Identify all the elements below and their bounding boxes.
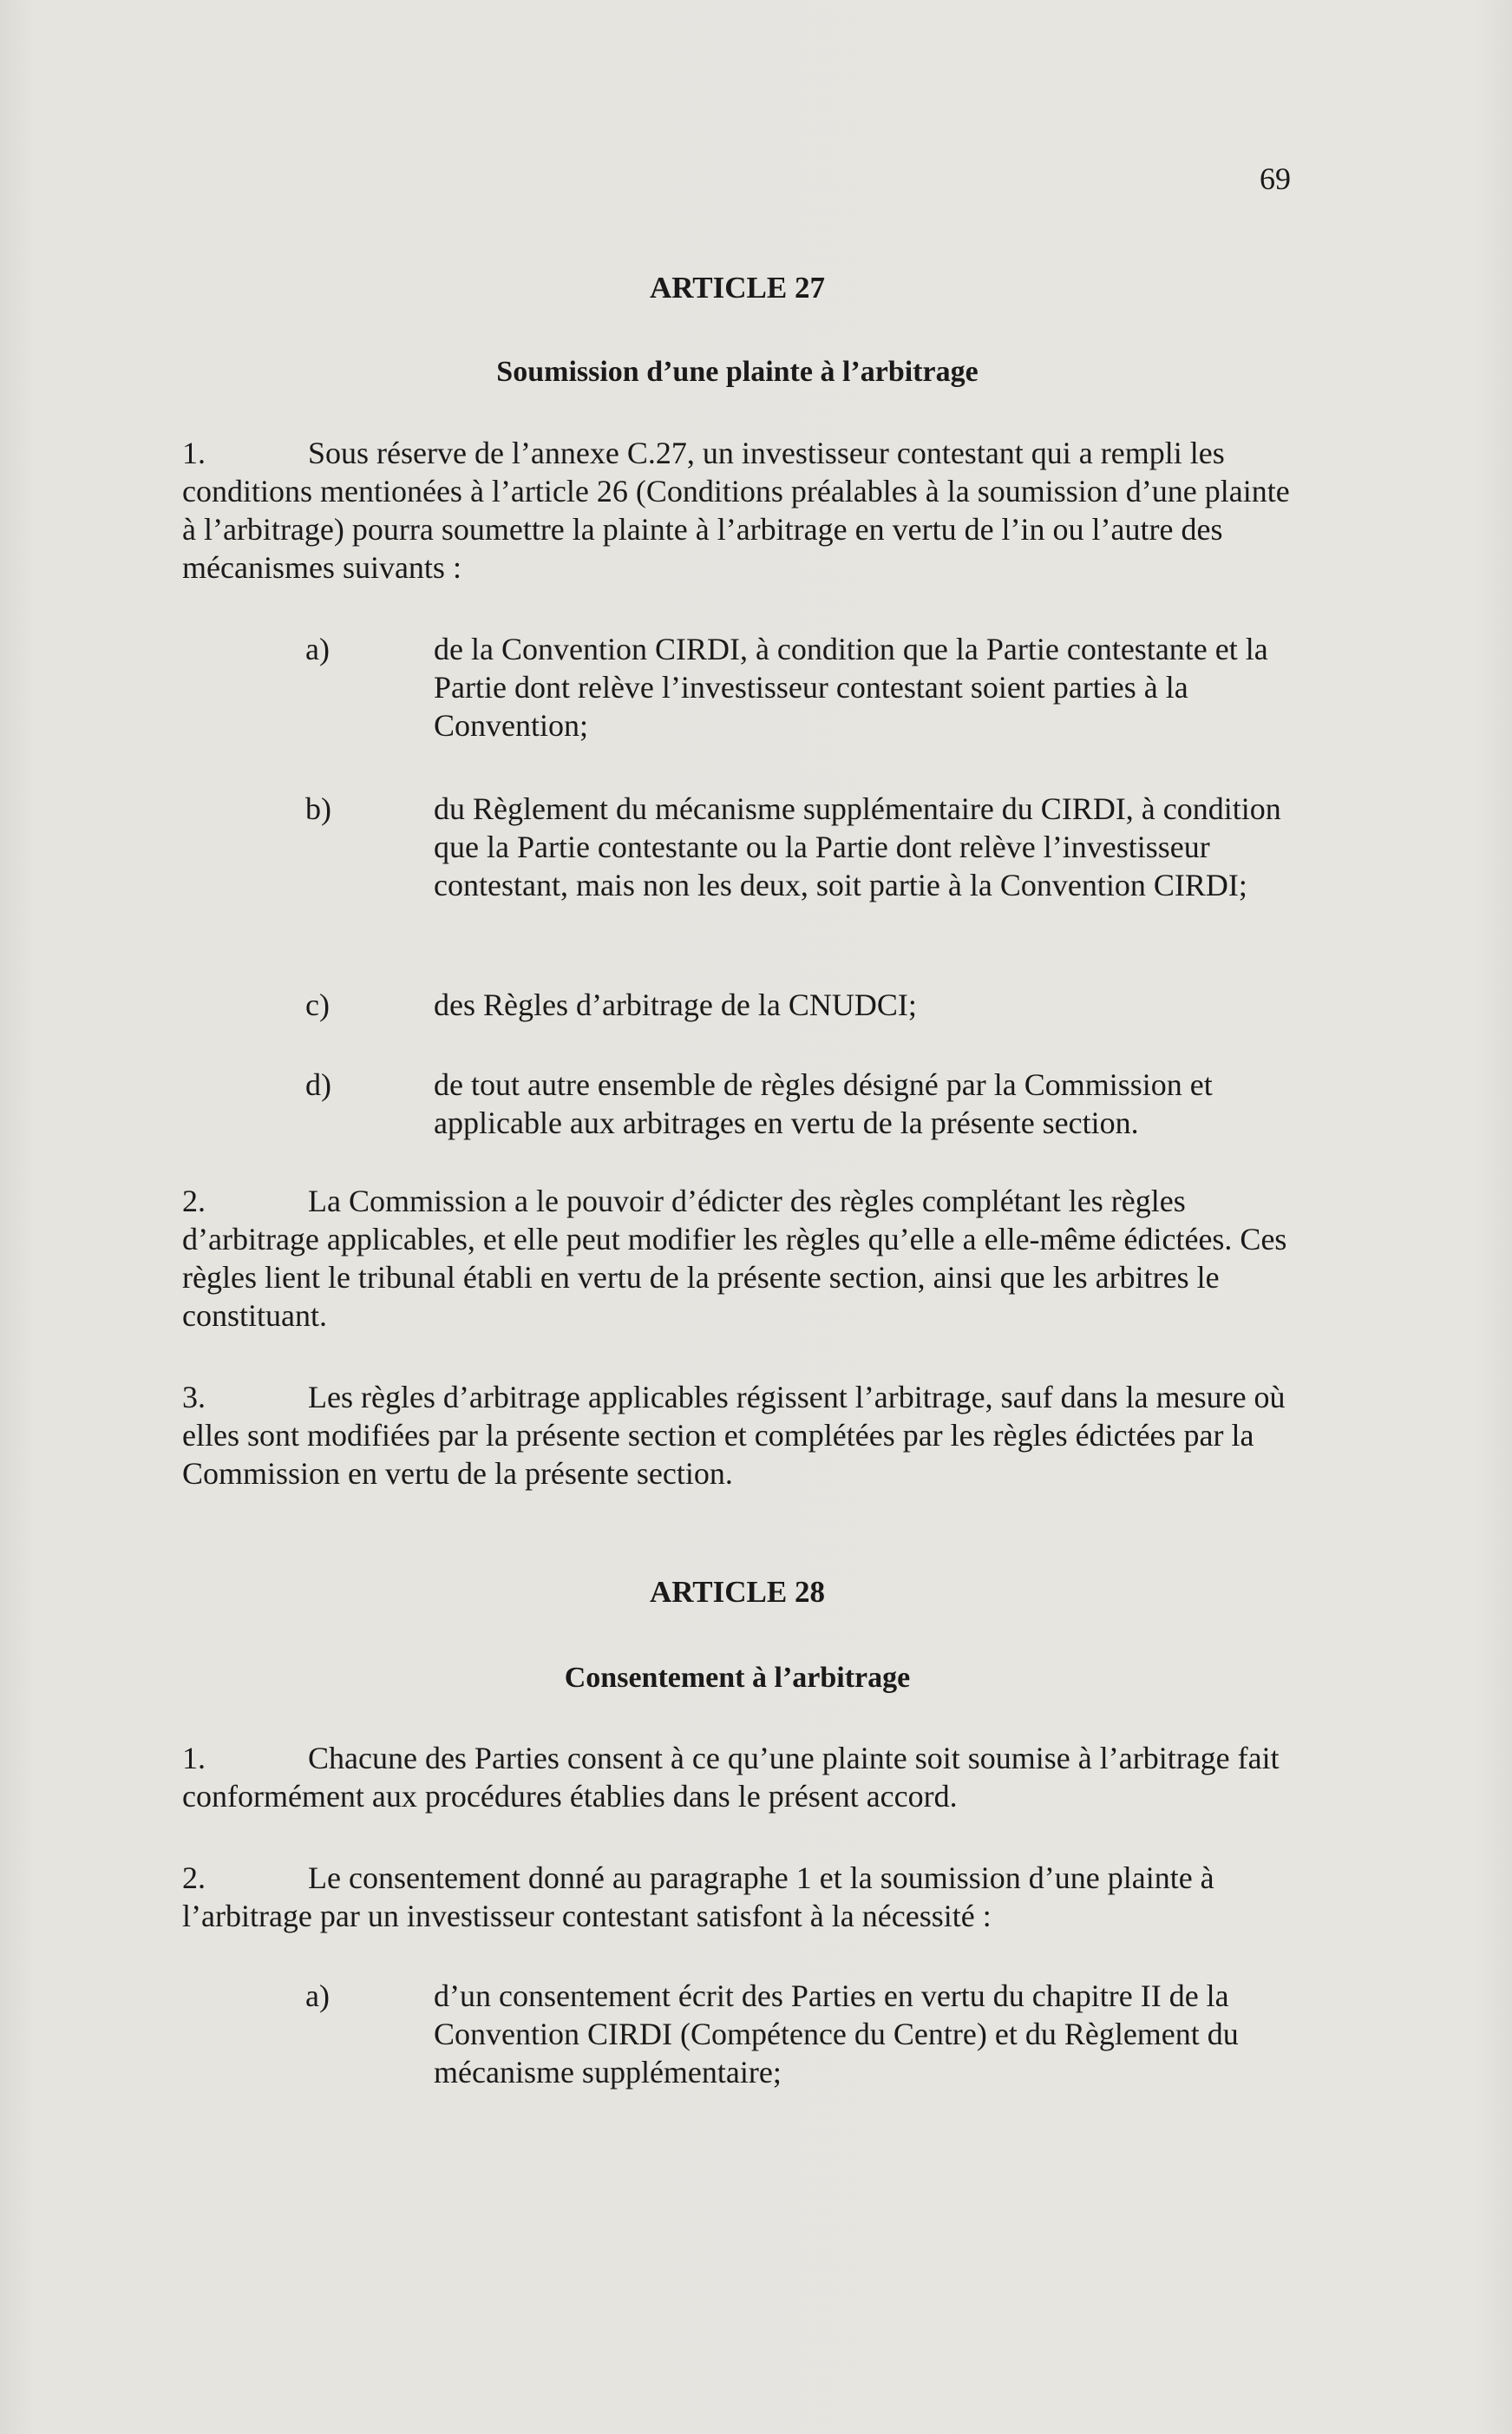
list-item [305,1066,1312,1142]
paragraph-text: La Commission a le pouvoir d’édicter des règles complétant les règles d’arbitrage applicables, et elle peut modifier les règles qu’elle a elle-même édictées. Ces règles lient le tribunal établi en vertu de la présente section, ainsi que les arbitres le constituant. [182,1184,1287,1333]
paragraph-text: Les règles d’arbitrage applicables régissent l’arbitrage, sauf dans la mesure où elles sont modifiées par la présente section et complétées par les règles édictées par la Commission en vertu de la présente section. [182,1380,1286,1491]
list-item-text: de la Convention CIRDI, à condition que la Partie contestante et la Partie dont relève l’investisseur contestant soient parties à la Convention; [434,632,1268,743]
paragraph-number: 1. [182,436,206,470]
list-item-label: a) [305,1978,330,2013]
article-28-title: ARTICLE 28 [649,1575,825,1609]
article-27-title: ARTICLE 27 [649,271,825,305]
article-27-paragraph-2 [182,1182,1310,1335]
paragraph-text: Sous réserve de l’annexe C.27, un investisseur contestant qui a rempli les conditions mentionées à l’article 26 (Conditions préalables à la soumission d’une plainte à l’arbitrage) pourra soumettre la plainte à l’arbitrage en vertu de l’in ou l’autre des mécanismes suivants : [182,436,1290,585]
list-item-label: a) [305,632,330,666]
list-item-text: du Règlement du mécanisme supplémentaire du CIRDI, à condition que la Partie contestante ou la Partie dont relève l’investisseur contestant, mais non les deux, soit partie à la Convention CIRDI; [434,791,1281,902]
list-item [305,986,1312,1024]
paragraph-text: Le consentement donné au paragraphe 1 et la soumission d’une plainte à l’arbitrage par un investisseur contestant satisfont à la nécessité : [182,1860,1214,1933]
article-27-subtitle: Soumission d’une plainte à l’arbitrage [496,356,979,388]
list-item-label: c) [305,987,330,1022]
article-28-paragraph-2 [182,1859,1310,1935]
page-number: 69 [1260,161,1291,196]
paragraph-number: 2. [182,1860,206,1895]
list-item-label: d) [305,1067,331,1102]
paragraph-number: 3. [182,1380,206,1414]
article-28-subtitle: Consentement à l’arbitrage [564,1662,911,1694]
list-item-text: d’un consentement écrit des Parties en vertu du chapitre II de la Convention CIRDI (Compétence du Centre) et du Règlement du mécanisme supplémentaire; [434,1978,1239,2090]
list-item-text: des Règles d’arbitrage de la CNUDCI; [434,987,917,1022]
list-item [305,630,1312,745]
list-item-text: de tout autre ensemble de règles désigné par la Commission et applicable aux arbitrages en vertu de la présente section. [434,1067,1213,1140]
paragraph-text: Chacune des Parties consent à ce qu’une plainte soit soumise à l’arbitrage fait conformément aux procédures établies dans le présent accord. [182,1741,1280,1814]
list-item [305,1977,1312,2091]
list-item [305,790,1312,904]
list-item-label: b) [305,791,331,826]
article-27-paragraph-3 [182,1378,1310,1493]
article-28-paragraph-1 [182,1739,1310,1815]
paragraph-number: 2. [182,1184,206,1218]
article-27-paragraph-1 [182,434,1310,587]
paragraph-number: 1. [182,1741,206,1775]
